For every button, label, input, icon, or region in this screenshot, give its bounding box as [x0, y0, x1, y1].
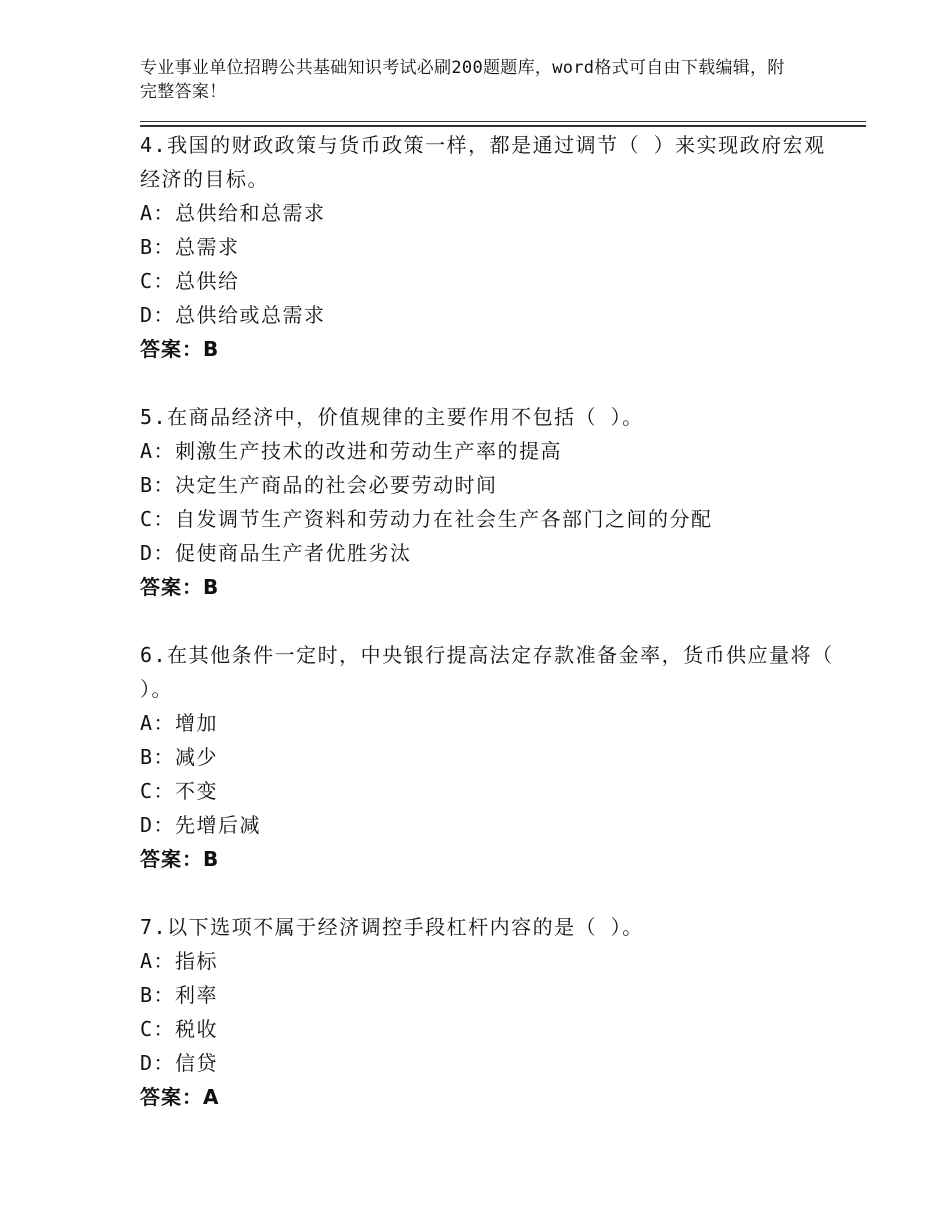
question-stem: 6.在其他条件一定时，中央银行提高法定存款准备金率，货币供应量将（ ）。	[140, 643, 834, 701]
option-a: A：刺激生产技术的改进和劳动生产率的提高	[140, 439, 563, 463]
option-b: B：总需求	[140, 235, 240, 259]
question-stem: 5.在商品经济中，价值规律的主要作用不包括（ ）。	[140, 405, 644, 429]
question-6	[140, 638, 840, 876]
option-d: D：总供给或总需求	[140, 303, 326, 327]
question-list	[140, 128, 840, 1148]
question-4	[140, 128, 840, 366]
option-d: D：先增后减	[140, 813, 262, 837]
answer-label: 答案：B	[140, 847, 220, 871]
option-d: D：信贷	[140, 1051, 219, 1075]
answer-label: 答案：B	[140, 337, 220, 361]
option-c: C：不变	[140, 779, 219, 803]
option-a: A：增加	[140, 711, 219, 735]
option-b: B：减少	[140, 745, 219, 769]
document-header: 专业事业单位招聘公共基础知识考试必刷200题题库，word格式可自由下载编辑，附完整答案！	[140, 58, 785, 102]
option-a: A：指标	[140, 949, 219, 973]
question-7	[140, 910, 840, 1114]
option-a: A：总供给和总需求	[140, 201, 326, 225]
option-c: C：总供给	[140, 269, 240, 293]
header-rule-thin	[140, 121, 866, 122]
question-stem: 4.我国的财政政策与货币政策一样，都是通过调节（ ）来实现政府宏观经济的目标。	[140, 133, 826, 191]
option-b: B：决定生产商品的社会必要劳动时间	[140, 473, 498, 497]
question-5	[140, 400, 840, 604]
answer-label: 答案：B	[140, 575, 220, 599]
option-c: C：自发调节生产资料和劳动力在社会生产各部门之间的分配	[140, 507, 713, 531]
header-rule-thick	[140, 125, 866, 127]
question-stem: 7.以下选项不属于经济调控手段杠杆内容的是（ ）。	[140, 915, 644, 939]
option-b: B：利率	[140, 983, 219, 1007]
option-d: D：促使商品生产者优胜劣汰	[140, 541, 412, 565]
option-c: C：税收	[140, 1017, 219, 1041]
answer-label: 答案：A	[140, 1085, 220, 1109]
